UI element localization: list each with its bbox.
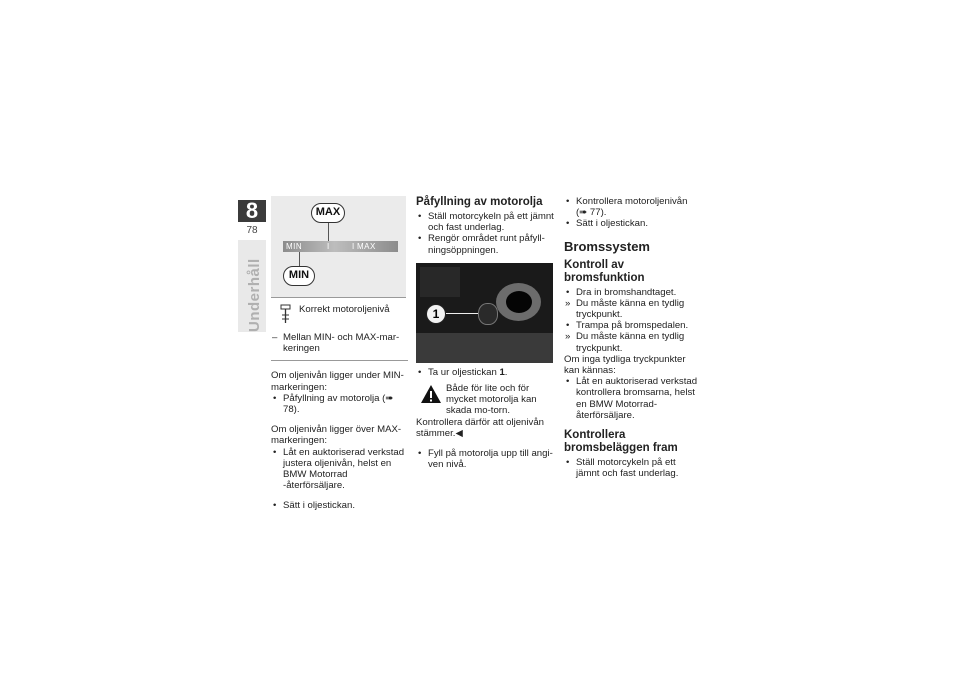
bullet-refill: • Påfyllning av motorolja (➠ 78). <box>271 393 408 415</box>
oil-level-icon <box>279 304 292 324</box>
bullet-insert-dipstick-2: • Sätt i oljestickan. <box>564 218 700 229</box>
chapter-number: 8 <box>238 200 266 222</box>
column-1 <box>271 196 408 512</box>
result-pressure-point-1: » Du måste känna en tydlig tryckpunkt. <box>564 298 700 320</box>
bullet-workshop-brakes: • Låt en auktoriserad verkstad kontrollera bromsarna, helst en BMW Motorrad-återförsäljare. <box>564 376 700 421</box>
warning-text: Både för lite och för mycket motorolja kan skada mo-torn. <box>446 383 537 417</box>
warning-block <box>416 383 555 417</box>
step-pull-lever: • Dra in bromshandtaget. <box>564 287 700 298</box>
page-number: 78 <box>246 225 258 236</box>
column-2 <box>416 196 555 470</box>
callout-leader <box>446 313 478 314</box>
subheading-brake-function: Kontroll av bromsfunktion <box>564 258 645 284</box>
min-bubble: MIN <box>283 266 315 286</box>
warning-icon <box>420 384 442 404</box>
column-3 <box>564 196 700 479</box>
para-below-min: Om oljenivån ligger under MIN-markeringen: <box>271 370 404 393</box>
warning-continuation: Kontrollera därför att oljenivån stämmer.◀ <box>416 416 544 439</box>
section-brake-system: Bromssystem <box>564 238 650 254</box>
max-bubble: MAX <box>311 203 345 223</box>
section-heading: Påfyllning av motorolja <box>416 196 543 208</box>
bullet-insert-dipstick: • Sätt i oljestickan. <box>271 500 408 511</box>
spec-title: Korrekt motoroljenivå <box>299 304 390 315</box>
bullet-remove-dipstick: • Ta ur oljestickan 1. <box>416 367 555 378</box>
scale-mark-2: I <box>352 242 355 251</box>
para-no-pressure: Om inga tydliga tryckpunkter kan kännas: <box>564 353 686 377</box>
min-leader-line <box>299 252 300 266</box>
dipstick-figure <box>271 196 406 298</box>
chapter-title: Underhåll <box>246 258 263 332</box>
para-above-max: Om oljenivån ligger över MAX-markeringen: <box>271 424 402 447</box>
subheading-brake-pads: Kontrollera bromsbeläggen fram <box>564 429 678 455</box>
scale-mark: I <box>327 242 330 251</box>
result-pressure-point-2: » Du måste känna en tydlig tryckpunkt. <box>564 331 700 353</box>
bullet-clean-area: • Rengör området runt påfyll-ningsöppningen. <box>416 233 555 255</box>
bullet-level-ground: • Ställ motorcykeln på ett jämnt och fast underlag. <box>416 211 555 233</box>
spec-box <box>271 298 408 361</box>
bullet-workshop: • Låt en auktoriserad verkstad justera oljenivån, helst en BMW Motorrad -återförsäljare. <box>271 447 408 492</box>
spec-value: – Mellan MIN- och MAX-mar-keringen <box>271 332 408 354</box>
step-press-pedal: • Trampa på bromspedalen. <box>564 320 700 331</box>
max-leader-line <box>328 222 329 241</box>
bullet-fill-oil: • Fyll på motorolja upp till angi-ven nivå. <box>416 448 555 470</box>
bullet-level-ground-2: • Ställ motorcykeln på ett jämnt och fast underlag. <box>564 457 700 479</box>
scale-max-label: MAX <box>357 242 376 251</box>
bullet-check-level: • Kontrollera motoroljenivån (➠ 77). <box>564 196 700 218</box>
photo-callout-1: 1 <box>426 304 446 324</box>
scale-min-label: MIN <box>286 242 303 251</box>
engine-photo <box>416 263 553 363</box>
